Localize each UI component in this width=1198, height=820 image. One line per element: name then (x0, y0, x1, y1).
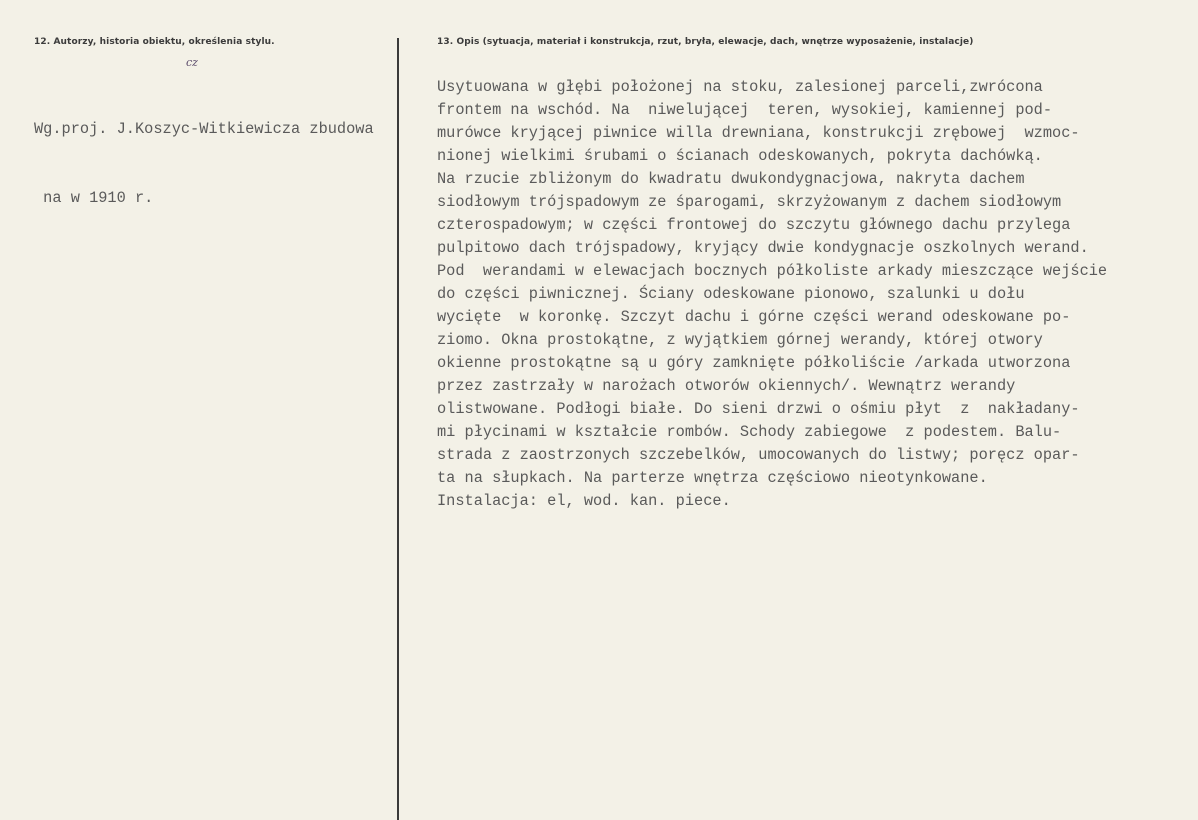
text-line: przez zastrzały w narożach otworów okiennych/. Wewnątrz werandy (437, 377, 1016, 395)
text-line: frontem na wschód. Na niwelującej teren, wysokiej, kamiennej pod- (437, 101, 1053, 119)
text-line: pulpitowo dach trójspadowy, kryjący dwie kondygnacje oszkolnych werand. (437, 239, 1089, 257)
text-line: do części piwnicznej. Ściany odeskowane pionowo, szalunki u dołu (437, 285, 1025, 303)
text-line: ta na słupkach. Na parterze wnętrza częściowo nieotynkowane. (437, 469, 988, 487)
text-line: ziomo. Okna prostokątne, z wyjątkiem górnej werandy, której otwory (437, 331, 1043, 349)
text-line: Na rzucie zbliżonym do kwadratu dwukondygnacjowa, nakryta dachem (437, 170, 1025, 188)
text-line: Wg.proj. J.Koszyc-Witkiewicza zbudowa (34, 120, 374, 138)
text-line: okienne prostokątne są u góry zamknięte półkoliście /arkada utworzona (437, 354, 1071, 372)
text-line: olistwowane. Podłogi białe. Do sieni drzwi o ośmiu płyt z nakładany- (437, 400, 1080, 418)
text-line: strada z zaostrzonych szczebelków, umocowanych do listwy; poręcz opar- (437, 446, 1080, 464)
section-13-heading: 13. Opis (sytuacja, materiał i konstrukcja, rzut, bryła, elewacje, dach, wnętrze wyposażenie, instalacje) (437, 37, 974, 47)
text-line: Instalacja: el, wod. kan. piece. (437, 492, 731, 510)
text-line: na w 1910 r. (34, 189, 154, 207)
text-line: wycięte w koronkę. Szczyt dachu i górne części werand odeskowane po- (437, 308, 1071, 326)
column-divider (397, 38, 399, 820)
section-12-heading: 12. Autorzy, historia obiektu, określenia stylu. (34, 37, 275, 47)
text-line: nionej wielkimi śrubami o ścianach odeskowanych, pokryta dachówką. (437, 147, 1043, 165)
section-13-text (437, 76, 1107, 513)
text-line: Pod werandami w elewacjach bocznych półkoliste arkady mieszczące wejście (437, 262, 1108, 280)
text-line: Usytuowana w głębi położonej na stoku, zalesionej parceli,zwrócona (437, 78, 1043, 96)
text-line: siodłowym trójspadowym ze śparogami, skrzyżowanym z dachem siodłowym (437, 193, 1062, 211)
section-12-text (34, 72, 374, 233)
text-line: mi płycinami w kształcie rombów. Schody zabiegowe z podestem. Balu- (437, 423, 1062, 441)
handwritten-correction: cz (186, 56, 198, 69)
text-line: murówce kryjącej piwnice willa drewniana, konstrukcji zrębowej wzmoc- (437, 124, 1080, 142)
text-line: czterospadowym; w części frontowej do szczytu głównego dachu przylega (437, 216, 1071, 234)
